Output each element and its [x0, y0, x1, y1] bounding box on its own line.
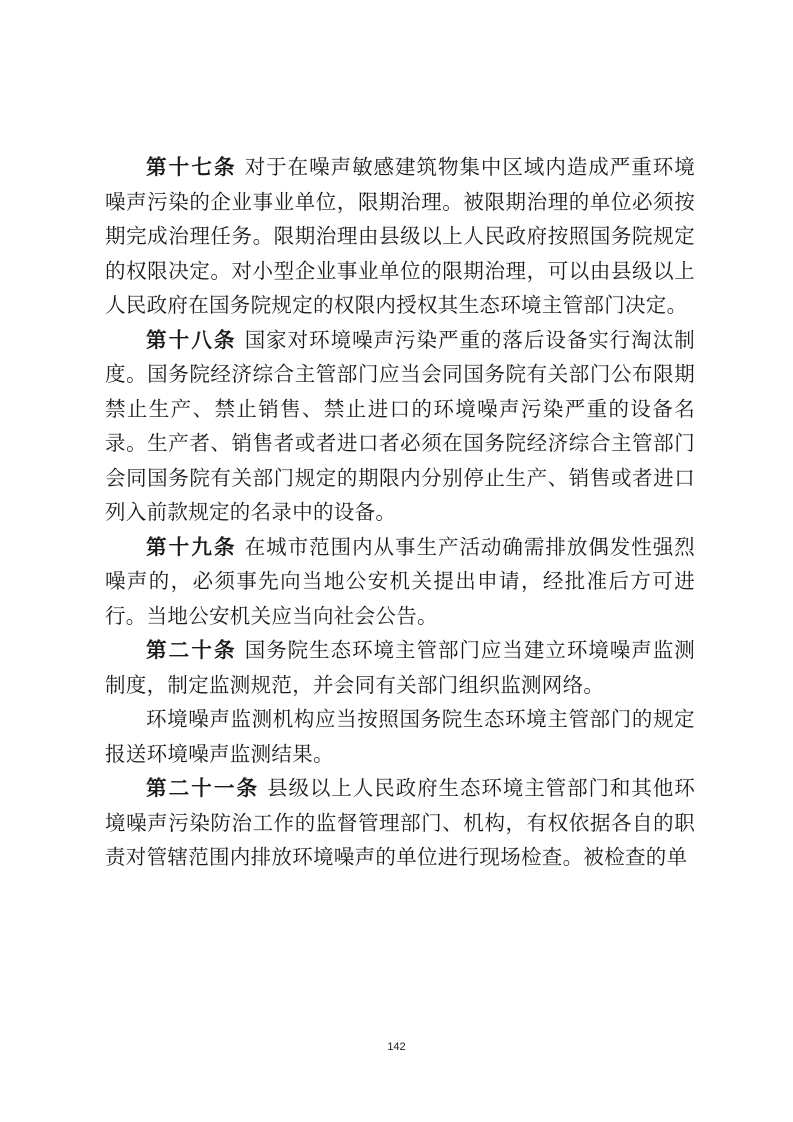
article-text: 县级以上人民政府生态环境主管部门和其他环境噪声污染防治工作的监督管理部门、机构，有权依据各自的职责对管辖范围内排放环境噪声的单位进行现场检查。被检查的单 [105, 776, 695, 869]
article-17 [105, 150, 695, 323]
article-number: 第十九条 [146, 534, 237, 559]
article-text: 国家对环境噪声污染严重的落后设备实行淘汰制度。国务院经济综合主管部门应当会同国务院有关部门公布限期禁止生产、禁止销售、禁止进口的环境噪声污染严重的设备名录。生产者、销售者或者进口者必须在国务院经济综合主管部门会同国务院有关部门规定的期限内分别停止生产、销售或者进口列入前款规定的名录中的设备。 [105, 327, 695, 524]
article-21 [105, 771, 695, 875]
article-number: 第二十一条 [146, 776, 260, 800]
article-number: 第十八条 [146, 327, 237, 352]
article-19 [105, 530, 695, 634]
article-text: 国务院生态环境主管部门应当建立环境噪声监测制度，制定监测规范，并会同有关部门组织监测网络。 [105, 638, 695, 697]
article-number: 第二十条 [146, 638, 237, 662]
article-text: 在城市范围内从事生产活动确需排放偶发性强烈噪声的，必须事先向当地公安机关提出申请，经批准后方可进行。当地公安机关应当向社会公告。 [105, 534, 695, 628]
article-20-continuation: 环境噪声监测机构应当按照国务院生态环境主管部门的规定报送环境噪声监测结果。 [105, 707, 695, 766]
article-number: 第十七条 [146, 155, 237, 179]
article-18 [105, 323, 695, 530]
article-20 [105, 633, 695, 702]
article-text: 对于在噪声敏感建筑物集中区域内造成严重环境噪声污染的企业事业单位，限期治理。被限期治理的单位必须按期完成治理任务。限期治理由县级以上人民政府按照国务院规定的权限决定。对小型企业事业单位的限期治理，可以由县级以上人民政府在国务院规定的权限内授权其生态环境主管部门决定。 [105, 155, 695, 317]
document-body [105, 150, 695, 875]
page-number: 142 [387, 1041, 406, 1053]
